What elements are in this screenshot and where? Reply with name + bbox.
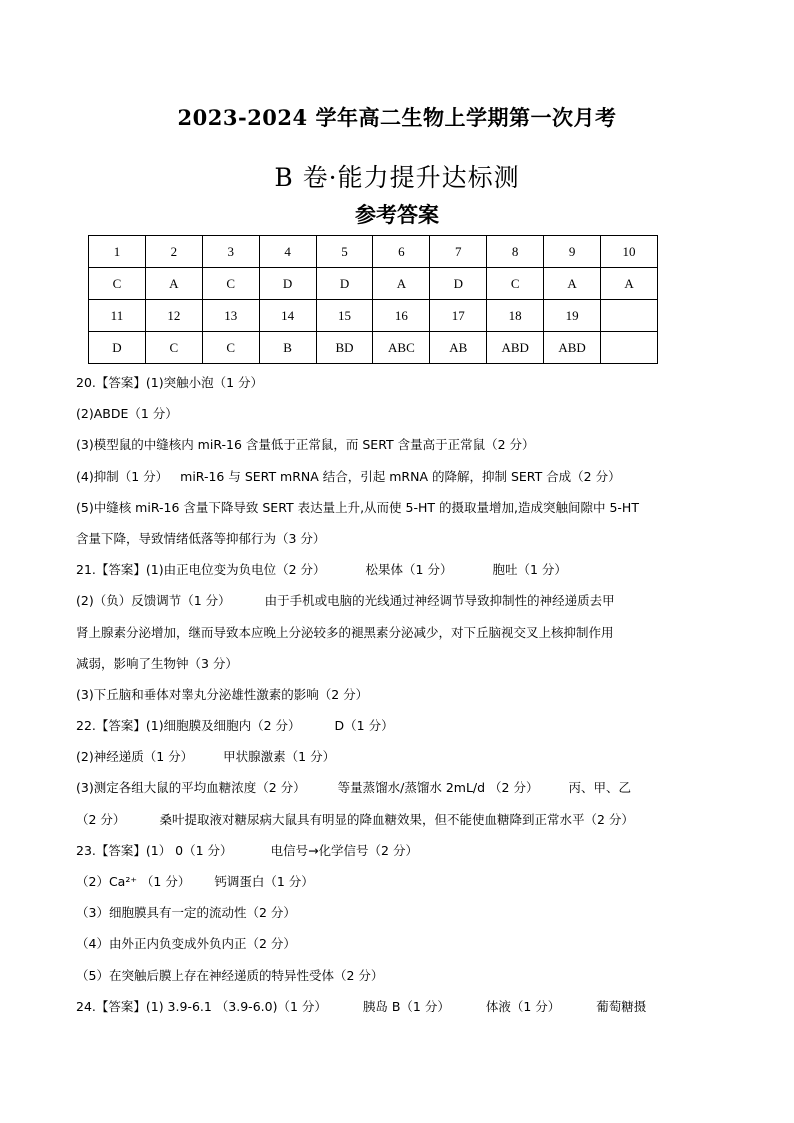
- table-cell: C: [487, 268, 544, 300]
- answer-line: [76, 928, 686, 959]
- table-cell: A: [544, 268, 601, 300]
- answer-line: [76, 617, 686, 648]
- table-cell: ABD: [544, 332, 601, 364]
- answer-text: (3)模型鼠的中缝核内 miR-16 含量低于正常鼠，而 SERT 含量高于正常鼠（2 分）: [76, 437, 535, 453]
- answer-text: (3)下丘脑和垂体对睾丸分泌雄性激素的影响（2 分）: [76, 686, 369, 702]
- answer-text: 减弱，影响了生物钟（3 分）: [76, 655, 238, 671]
- answer-line: [76, 492, 686, 523]
- answer-line: [76, 804, 686, 835]
- table-cell: 6: [373, 236, 430, 268]
- answer-text: 含量下降，导致情绪低落等抑郁行为（3 分）: [76, 530, 326, 546]
- table-cell: [601, 332, 658, 364]
- table-cell: 10: [601, 236, 658, 268]
- table-cell: 19: [544, 300, 601, 332]
- table-cell: BD: [316, 332, 373, 364]
- answer-text: 钙调蛋白（1 分）: [214, 874, 314, 889]
- table-cell: A: [145, 268, 202, 300]
- answer-text: 22.【答案】(1)细胞膜及细胞内（2 分）: [76, 718, 301, 734]
- table-cell: C: [202, 268, 259, 300]
- answer-text: 葡萄糖摄: [596, 998, 647, 1014]
- table-cell: ABD: [487, 332, 544, 364]
- table-cell: 16: [373, 300, 430, 332]
- table-cell: [601, 300, 658, 332]
- answer-text: 等量蒸馏水/蒸馏水 2mL/d （2 分）: [337, 780, 539, 796]
- table-cell: 17: [430, 300, 487, 332]
- table-row: [89, 332, 658, 364]
- table-cell: A: [373, 268, 430, 300]
- answer-text: （5）在突触后膜上存在神经递质的特异性受体（2 分）: [76, 967, 384, 983]
- table-cell: 7: [430, 236, 487, 268]
- answer-text: 甲状腺激素（1 分）: [223, 749, 336, 765]
- answer-line: [76, 554, 686, 585]
- answer-text: 胞吐（1 分）: [492, 562, 567, 578]
- answer-text: 桑叶提取液对糖尿病大鼠具有明显的降血糖效果，但不能使血糖降到正常水平（2 分）: [159, 811, 634, 827]
- table-cell: D: [259, 268, 316, 300]
- table-cell: 5: [316, 236, 373, 268]
- answer-line: [76, 585, 686, 616]
- answer-text: （3）细胞膜具有一定的流动性（2 分）: [76, 905, 296, 921]
- answer-text: 由于手机或电脑的光线通过神经调节导致抑制性的神经递质去甲: [264, 593, 615, 609]
- table-cell: A: [601, 268, 658, 300]
- answer-line: [76, 679, 686, 710]
- answer-text: 丙、甲、乙: [568, 780, 631, 796]
- answer-line: [76, 991, 686, 1022]
- table-cell: B: [259, 332, 316, 364]
- answer-text: （2）Ca²⁺ （1 分）: [76, 874, 191, 889]
- answer-text: (2)ABDE（1 分）: [76, 406, 178, 422]
- answer-text: (2)神经递质（1 分）: [76, 749, 194, 765]
- answer-text: D（1 分）: [334, 718, 394, 734]
- answer-text: 24.【答案】(1) 3.9-6.1 （3.9-6.0)（1 分）: [76, 998, 327, 1014]
- answer-line: [76, 367, 686, 398]
- table-cell: 2: [145, 236, 202, 268]
- table-cell: AB: [430, 332, 487, 364]
- answer-line: [76, 866, 686, 897]
- answer-text: 胰岛 B（1 分）: [362, 998, 450, 1014]
- table-row: [89, 236, 658, 268]
- table-cell: D: [316, 268, 373, 300]
- answer-text: 体液（1 分）: [485, 998, 561, 1014]
- table-cell: D: [89, 332, 146, 364]
- table-cell: 14: [259, 300, 316, 332]
- table-cell: ABC: [373, 332, 430, 364]
- table-cell: 18: [487, 300, 544, 332]
- answer-text: （2 分）: [76, 811, 126, 827]
- answer-line: [76, 648, 686, 679]
- answer-text: 肾上腺素分泌增加，继而导致本应晚上分泌较多的褪黑素分泌减少，对下丘脑视交叉上核抑制作用: [76, 624, 614, 640]
- answer-text: 20.【答案】(1)突触小泡（1 分）: [76, 375, 264, 390]
- answer-text: (3)测定各组大鼠的平均血糖浓度（2 分）: [76, 780, 306, 796]
- answer-text: （4）由外正内负变成外负内正（2 分）: [76, 936, 296, 952]
- table-cell: 13: [202, 300, 259, 332]
- document-title: 2023-2024 学年高二生物上学期第一次月考: [177, 105, 617, 130]
- table-cell: C: [202, 332, 259, 364]
- document-subtitle: [0, 158, 794, 194]
- subtitle-letter: B: [274, 163, 294, 192]
- answer-text: 电信号→化学信号（2 分）: [270, 842, 418, 858]
- table-row: [89, 300, 658, 332]
- answer-line: [76, 835, 686, 866]
- table-cell: D: [430, 268, 487, 300]
- table-cell: 9: [544, 236, 601, 268]
- answer-line: [76, 429, 686, 460]
- answer-line: [76, 741, 686, 772]
- answer-line: [76, 461, 686, 492]
- answer-line: [76, 772, 686, 803]
- answer-line: [76, 710, 686, 741]
- answer-line: [76, 398, 686, 429]
- answer-text: (4)抑制（1 分）: [76, 468, 169, 484]
- table-cell: 11: [89, 300, 146, 332]
- table-cell: 8: [487, 236, 544, 268]
- answer-line: [76, 960, 686, 991]
- table-cell: 4: [259, 236, 316, 268]
- answer-line: [76, 523, 686, 554]
- answer-text: (5)中缝核 miR-16 含量下降导致 SERT 表达量上升,从而使 5-HT 的摄取量增加,造成突触间隙中 5-HT: [76, 499, 639, 515]
- answer-key-heading: 参考答案: [355, 202, 439, 227]
- answer-text: (2)（负）反馈调节（1 分）: [76, 593, 231, 609]
- answer-text: 23.【答案】(1） 0（1 分）: [76, 842, 233, 858]
- table-cell: C: [145, 332, 202, 364]
- table-cell: 3: [202, 236, 259, 268]
- answer-text: 21.【答案】(1)由正电位变为负电位（2 分）: [76, 562, 326, 578]
- answer-text: 松果体（1 分）: [365, 562, 453, 578]
- answer-line: [76, 897, 686, 928]
- table-cell: 15: [316, 300, 373, 332]
- table-cell: C: [89, 268, 146, 300]
- answer-text: miR-16 与 SERT mRNA 结合，引起 mRNA 的降解，抑制 SERT 合成（2 分）: [180, 468, 621, 484]
- answer-text-section: [76, 367, 686, 1022]
- table-cell: 12: [145, 300, 202, 332]
- table-cell: 1: [89, 236, 146, 268]
- choice-answer-table: [88, 235, 658, 364]
- table-row: [89, 268, 658, 300]
- subtitle-text: 卷·能力提升达标测: [293, 163, 520, 192]
